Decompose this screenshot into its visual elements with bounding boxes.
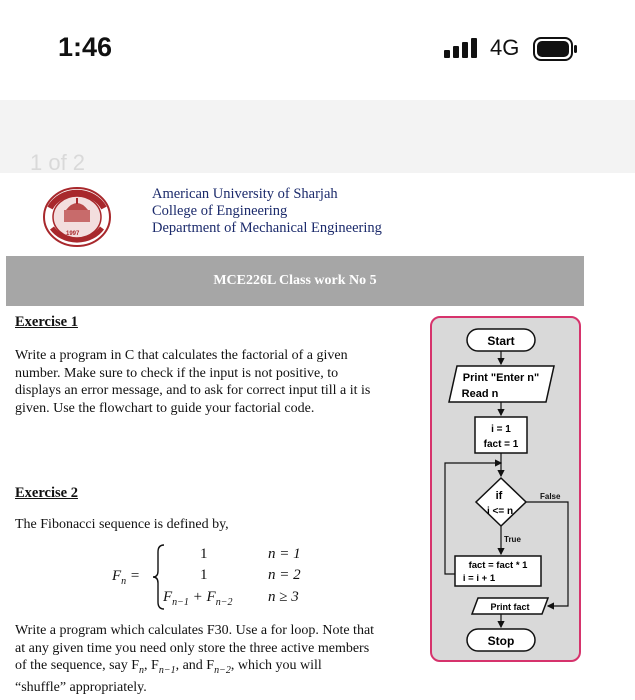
formula-row-1-value: 1 xyxy=(200,546,208,562)
exercise-2-heading: Exercise 2 xyxy=(15,485,78,501)
exercise-2-text xyxy=(15,622,420,697)
department-name: Department of Mechanical Engineering xyxy=(152,220,382,236)
flowchart-start-label: Start xyxy=(487,334,515,348)
battery-icon xyxy=(533,37,579,61)
formula-row-3-cond: n ≥ 3 xyxy=(268,589,299,605)
flowchart-input-line2: Read n xyxy=(461,388,499,400)
flowchart-true-label: True xyxy=(504,535,521,544)
formula-row-3-value: $F_{n-1} + F_{n-2}$ xyxy=(163,589,233,608)
exercise-1-text xyxy=(15,347,420,417)
flowchart-stop-label: Stop xyxy=(487,634,515,648)
banner-title: MCE226L Class work No 5 xyxy=(213,273,377,288)
page-counter: 1 of 2 xyxy=(30,150,86,175)
flowchart xyxy=(430,316,581,662)
flowchart-decision-line2: i <= n xyxy=(486,506,514,517)
flowchart-false-label: False xyxy=(540,492,561,501)
formula-row-2-value: 1 xyxy=(200,567,208,583)
university-name: American University of Sharjah xyxy=(152,186,338,202)
college-name: College of Engineering xyxy=(152,203,288,219)
status-time: 1:46 xyxy=(58,32,113,62)
flowchart-output-label: Print fact xyxy=(490,602,530,612)
text-line: Write a program in C that calculates the factorial of a given xyxy=(15,348,348,363)
institution-header xyxy=(152,186,382,237)
flowchart-decision-line1: if xyxy=(495,490,503,502)
text-line: of the sequence, say $F_n$, $F_{n-1}$, and $F_{n-2}$, which you will xyxy=(15,658,322,676)
formula-row-1-cond: n = 1 xyxy=(268,546,301,562)
text-line: number. Make sure to check if the input is not positive, to xyxy=(15,365,339,381)
text-line: “shuffle” appropriately. xyxy=(15,680,147,696)
flowchart-body-line1: fact = fact * 1 xyxy=(468,560,528,571)
seal-year: 1997 xyxy=(66,231,80,237)
text-line: given. Use the flowchart to guide your factorial code. xyxy=(15,400,315,416)
flowchart-init-line1: i = 1 xyxy=(491,424,511,435)
university-seal-icon xyxy=(42,186,112,248)
network-type: 4G xyxy=(490,35,520,60)
signal-icon xyxy=(444,38,482,58)
text-line: displays an error message, and to ask for correct input till a it is xyxy=(15,383,371,398)
text-line: at any given time you need only store the three active members xyxy=(15,640,370,656)
exercise-1-heading: Exercise 1 xyxy=(15,314,78,330)
flowchart-body-line2: i = i + 1 xyxy=(462,573,496,584)
formula-lhs: $F_n$ = xyxy=(112,568,141,587)
text-line: Write a program which calculates F30. Use a for loop. Note that xyxy=(15,623,375,638)
formula-row-2-cond: n = 2 xyxy=(268,567,301,583)
exercise-2-intro: The Fibonacci sequence is defined by, xyxy=(15,517,229,532)
flowchart-init-line2: fact = 1 xyxy=(483,439,519,450)
flowchart-decision-node xyxy=(476,478,526,526)
flowchart-input-line1: Print "Enter n" xyxy=(462,372,540,384)
